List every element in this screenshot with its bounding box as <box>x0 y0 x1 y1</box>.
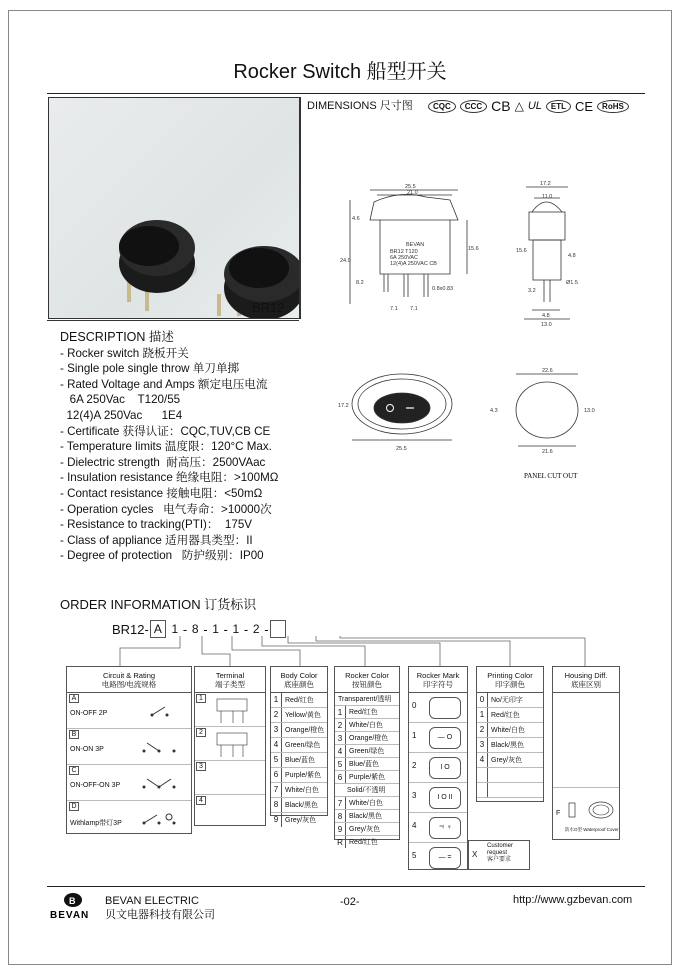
description-list <box>60 330 278 564</box>
description-item: - Insulation resistance 绝缘电阻：>100MΩ <box>60 471 279 485</box>
etl-logo: ETL <box>546 100 571 113</box>
table-row: 6 Purple/紫色 <box>271 768 327 783</box>
body-color-table <box>270 666 328 824</box>
dim-p1: 7.1 <box>390 306 398 312</box>
code-box-body: 8 <box>191 622 199 636</box>
code-box-rocker: 1 <box>212 622 219 636</box>
table-row: 7 White/白色 <box>335 797 399 810</box>
dim-h1b: 15.6 <box>516 248 527 254</box>
rocker-mark-icon: I O <box>429 757 461 779</box>
dim-s3b: 4.8 <box>542 313 550 319</box>
rohs-logo: RoHS <box>597 100 629 113</box>
table-row: Solid/不透明 <box>335 784 399 797</box>
rocker-mark-icon: — O <box>429 727 461 749</box>
dim-s5: 13.0 <box>541 322 552 328</box>
divider <box>47 320 299 321</box>
company-name-cn: 贝文电器科技有限公司 <box>105 909 215 921</box>
terminal-drawing-icon <box>209 695 263 725</box>
cb-logo: CB <box>491 98 511 114</box>
table-row: 9 Grey/灰色 <box>271 813 327 827</box>
model-label: BR12 <box>252 300 285 315</box>
dim-h1: 15.6 <box>468 246 479 252</box>
table-row: 3 Black/黑色 <box>477 738 543 753</box>
table-row: 2 Yellow/黄色 <box>271 708 327 723</box>
housing-table: Housing Diff. 底座区别 F 防水O型 Waterproof Cover <box>552 666 620 840</box>
cqc-logo: CQC <box>428 100 456 113</box>
footer-rule <box>47 886 645 887</box>
table-row: 0 No/无印字 <box>477 693 543 708</box>
product-photo <box>48 97 300 319</box>
body-rating-1: 6A 250VAC <box>390 255 419 261</box>
order-prefix: BR12- <box>112 621 149 637</box>
description-item: - Operation cycles 电气寿命：>10000次 <box>60 502 272 516</box>
table-row: 3 I O II <box>409 783 467 813</box>
dim-w2: 21.0 <box>407 190 418 196</box>
order-info-heading: ORDER INFORMATION 订货标识 <box>60 597 257 612</box>
dim-w1: 25.5 <box>405 184 416 190</box>
code-sep: - <box>203 621 208 637</box>
table-row <box>477 768 543 783</box>
table-row: 4 Grey/灰色 <box>477 753 543 768</box>
dim-f2: 25.5 <box>396 446 407 452</box>
dim-p2: 7.1 <box>410 306 418 312</box>
housing-header: Housing Diff. 底座区别 <box>553 667 619 693</box>
circuit-table <box>66 666 192 834</box>
description-item: 12(4)A 250Vac 1E4 <box>60 408 183 422</box>
svg-text:B: B <box>69 896 76 906</box>
table-row: 5 Blue/蓝色 <box>335 758 399 771</box>
table-row: 2 I O <box>409 753 467 783</box>
code-box-printing: 2 <box>252 622 260 636</box>
bevan-logo <box>48 890 98 922</box>
description-item: - Resistance to tracking(PTI)： 175V <box>60 518 253 532</box>
table-row: 2 White/白色 <box>335 719 399 732</box>
dim-h2: 24.0 <box>340 258 351 264</box>
body-rating-2: 12(4)A 250VAC CB <box>390 261 437 267</box>
website-link[interactable]: http://www.gzbevan.com <box>513 894 633 906</box>
table-row: 1 Red/红色 <box>335 706 399 719</box>
table-row: 1 Red/红色 <box>271 693 327 708</box>
table-row: A ON-OFF 2P <box>67 693 191 729</box>
company-name <box>105 894 215 922</box>
circuit-diagram-icon <box>139 807 189 831</box>
circuit-diagram-icon <box>139 773 189 795</box>
table-row: 4 Green/绿色 <box>335 745 399 758</box>
table-row: 4 ㅋ ♀ <box>409 813 467 843</box>
description-item: - Contact resistance 接触电阻：<50mΩ <box>60 486 263 500</box>
dim-f1: 17.2 <box>338 403 349 409</box>
table-row: D Withlamp带灯3P <box>67 801 191 836</box>
page-number: -02- <box>340 896 360 908</box>
dim-o1: 22.6 <box>542 368 553 374</box>
table-row: 1 <box>195 693 265 727</box>
dim-o2: 21.6 <box>542 449 553 455</box>
body-color-header: Body Color 底座颜色 <box>271 667 327 693</box>
dim-s1: 17.2 <box>540 181 551 187</box>
code-sep: - <box>182 621 188 637</box>
body-brand: BEVAN <box>406 242 425 248</box>
terminal-drawing-icon <box>209 729 263 759</box>
description-item: 6A 250Vac T120/55 <box>60 393 181 407</box>
table-row: C ON-OFF-ON 3P <box>67 765 191 801</box>
printing-color-table <box>476 666 544 802</box>
table-row: 2 <box>195 727 265 761</box>
triangle-logo: △ <box>514 99 524 113</box>
rocker-mark-icon: I O II <box>429 787 461 809</box>
panel-cut-out-label: PANEL CUT OUT <box>524 472 578 480</box>
table-row: 8 Black/黑色 <box>335 810 399 823</box>
technical-drawings <box>300 112 670 487</box>
side-view-drawing <box>524 187 570 319</box>
dimensions-label: DIMENSIONS 尺寸图 <box>307 100 413 112</box>
code-sep: - <box>243 621 249 637</box>
table-row: 5 Blue/蓝色 <box>271 753 327 768</box>
table-row: 2 White/白色 <box>477 723 543 738</box>
dim-s3: 4.8 <box>568 253 576 259</box>
table-row: 3 Orange/橙色 <box>335 732 399 745</box>
dim-o4: 13.0 <box>584 408 595 414</box>
dim-s4: 3.2 <box>528 288 536 294</box>
description-item: - Degree of protection 防护级别：IP00 <box>60 549 264 563</box>
code-sep: - <box>264 621 269 637</box>
page-title: Rocker Switch 船型开关 <box>233 61 447 83</box>
dim-t: 0.8x0.83 <box>432 286 454 292</box>
order-leader-lines <box>60 636 620 668</box>
rocker-color-table <box>334 666 400 847</box>
description-item: - Dielectric strength 耐高压：2500VAac <box>60 455 266 469</box>
code-box-terminal: 1 <box>171 622 179 636</box>
rocker-mark-table <box>408 666 468 870</box>
waterproof-cover-icon <box>565 797 617 825</box>
table-row: 5 — = <box>409 843 467 872</box>
description-item: - Temperature limits 温度限：120°C Max. <box>60 440 272 454</box>
description-item: - Class of appliance 适用器具类型：II <box>60 533 253 547</box>
terminal-table <box>194 666 266 826</box>
switch-photo-image <box>49 98 300 319</box>
description-item: - Rated Voltage and Amps 额定电压电流 <box>60 377 268 391</box>
table-row: Transparent/透明 <box>335 693 399 706</box>
ul-logo: UL <box>527 100 542 112</box>
dim-o3: 4.3 <box>490 408 498 414</box>
description-heading: DESCRIPTION 描述 <box>60 330 174 344</box>
dim-l1: 4.6 <box>352 216 360 222</box>
rocker-mark-header: Rocker Mark 印字符号 <box>409 667 467 693</box>
ce-logo: CE <box>574 98 594 114</box>
circuit-diagram-icon <box>147 701 187 723</box>
description-item: - Single pole single throw 单刀单掷 <box>60 362 240 376</box>
table-row: 4 Green/绿色 <box>271 738 327 753</box>
dim-d: Ø1.5 <box>566 280 578 286</box>
company-name-en: BEVAN ELECTRIC <box>105 895 199 907</box>
terminal-header: Terminal 端子类型 <box>195 667 265 693</box>
table-row: B ON-ON 3P <box>67 729 191 765</box>
table-row: 0 <box>409 693 467 723</box>
table-row: R Red/红色 <box>335 836 399 848</box>
rocker-mark-icon <box>429 697 461 719</box>
dim-s2: 11.0 <box>542 194 553 200</box>
panel-cutout-drawing <box>516 374 578 446</box>
ccc-logo: CCC <box>460 100 487 113</box>
table-row: 8 Black/黑色 <box>271 798 327 813</box>
table-row <box>477 783 543 798</box>
dim-l2: 8.2 <box>356 280 364 286</box>
code-sep: - <box>223 621 228 637</box>
table-row: 6 Purple/紫色 <box>335 771 399 784</box>
table-row: 1 Red/红色 <box>477 708 543 723</box>
rocker-mark-icon: ㅋ ♀ <box>429 817 461 839</box>
custom-mark-cell: X Customer request 客户要求 <box>468 840 530 870</box>
rocker-color-header: Rocker Color 按钮颜色 <box>335 667 399 693</box>
printing-color-header: Printing Color 印字颜色 <box>477 667 543 693</box>
table-row: 4 <box>195 795 265 828</box>
table-row: 3 <box>195 761 265 795</box>
table-row: 1 — O <box>409 723 467 753</box>
circuit-header: Circuit & Rating 电路图/电流规格 <box>67 667 191 693</box>
description-item: - Rocker switch 跷板开关 <box>60 346 189 360</box>
code-box-circuit: A <box>150 620 166 638</box>
table-row: 9 Grey/灰色 <box>335 823 399 836</box>
top-view-drawing <box>352 374 452 440</box>
description-item: - Certificate 获得认证：CQC,TUV,CB CE <box>60 424 271 438</box>
rocker-mark-icon: — = <box>429 847 461 869</box>
circuit-diagram-icon <box>139 737 189 759</box>
body-model: BR12 T120 <box>390 249 418 255</box>
code-box-mark: 1 <box>232 622 240 636</box>
svg-text:BEVAN: BEVAN <box>50 910 90 921</box>
table-row: 3 Orange/橙色 <box>271 723 327 738</box>
table-row: 7 White/白色 <box>271 783 327 798</box>
title-rule <box>47 93 645 94</box>
